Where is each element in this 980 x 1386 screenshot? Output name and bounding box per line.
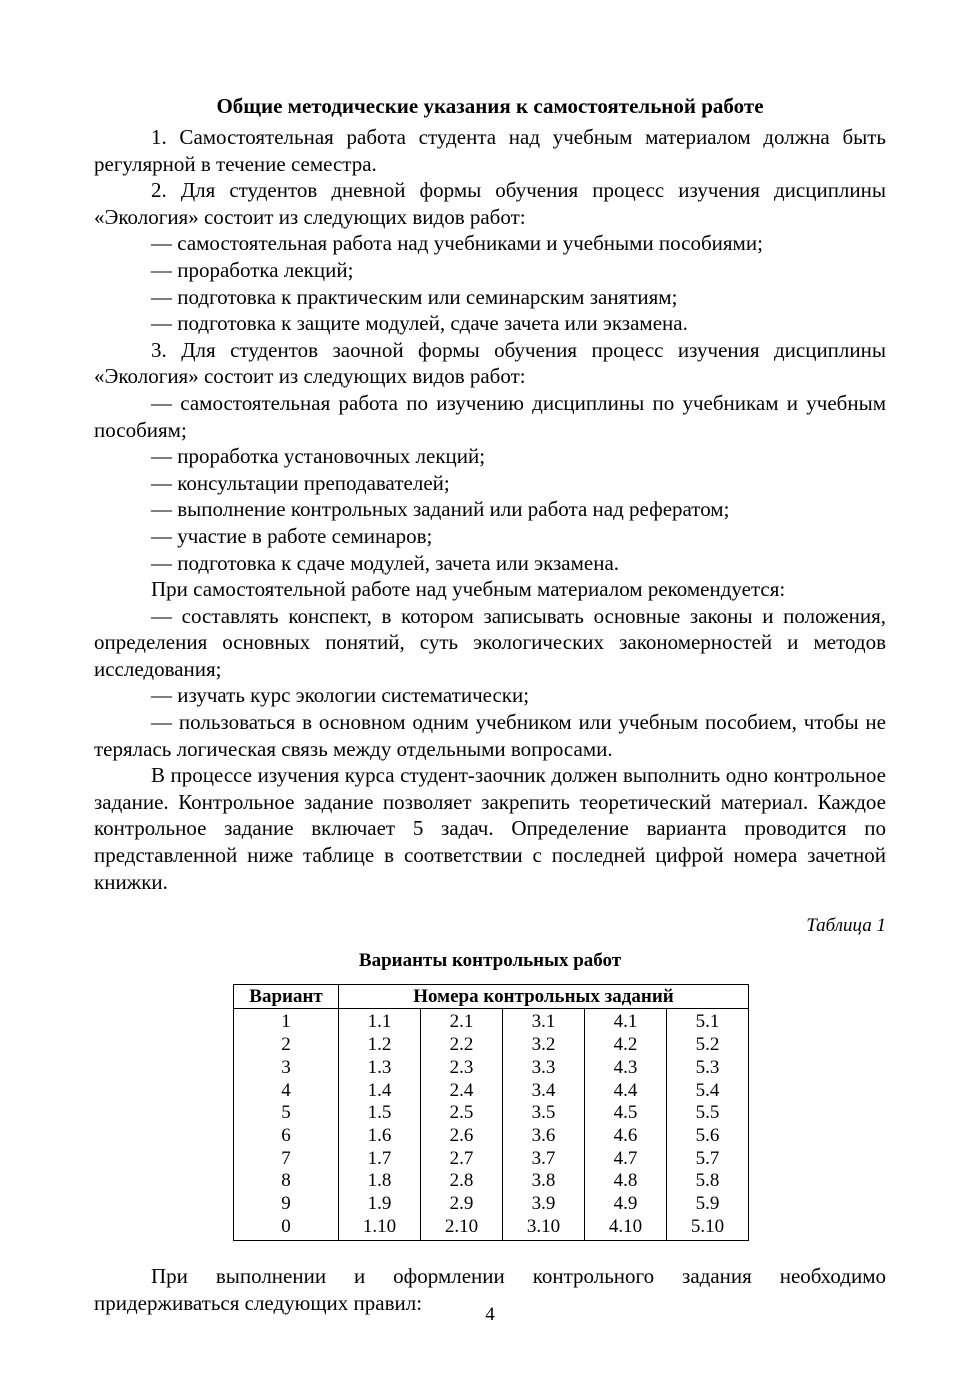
task-number-cell: 1.8 (339, 1170, 421, 1193)
table-row (234, 1057, 749, 1080)
task-number-cell: 5.10 (667, 1216, 749, 1241)
variant-cell: 4 (234, 1080, 339, 1103)
task-number-cell: 3.1 (503, 1009, 585, 1034)
table-label: Таблица 1 (806, 915, 886, 937)
task-number-cell: 5.8 (667, 1170, 749, 1193)
task-number-cell: 3.3 (503, 1057, 585, 1080)
variant-cell: 2 (234, 1034, 339, 1057)
task-number-cell: 5.7 (667, 1148, 749, 1171)
task-number-cell: 4.3 (585, 1057, 667, 1080)
task-number-cell: 1.9 (339, 1193, 421, 1216)
table-row (234, 1034, 749, 1057)
table-row (234, 1102, 749, 1125)
task-number-cell: 5.5 (667, 1102, 749, 1125)
task-number-cell: 3.10 (503, 1216, 585, 1241)
task-number-cell: 1.3 (339, 1057, 421, 1080)
task-number-cell: 4.8 (585, 1170, 667, 1193)
task-number-cell: 1.2 (339, 1034, 421, 1057)
task-number-cell: 3.9 (503, 1193, 585, 1216)
task-number-cell: 3.7 (503, 1148, 585, 1171)
table-row (234, 1193, 749, 1216)
variant-cell: 9 (234, 1193, 339, 1216)
list-item: — самостоятельная работа по изучению дисциплины по учебникам и учебным пособиям; (94, 390, 886, 442)
list-item: — проработка установочных лекций; (151, 444, 486, 469)
task-number-cell: 3.2 (503, 1034, 585, 1057)
task-number-cell: 1.10 (339, 1216, 421, 1241)
page-title: Общие методические указания к самостоятельной работе (216, 94, 764, 118)
task-number-cell: 4.7 (585, 1148, 667, 1171)
list-item: — выполнение контрольных заданий или работа над рефератом; (151, 497, 730, 522)
task-number-cell: 3.6 (503, 1125, 585, 1148)
list-item: — самостоятельная работа над учебниками и учебными пособиями; (151, 231, 763, 256)
paragraph-4: При самостоятельной работе над учебным материалом рекомендуется: (151, 577, 786, 602)
table-row (234, 1170, 749, 1193)
table-row (234, 1148, 749, 1171)
variants-table (233, 984, 749, 1241)
task-number-cell: 1.7 (339, 1148, 421, 1171)
recommendation-list (94, 603, 886, 763)
variant-cell: 5 (234, 1102, 339, 1125)
task-number-cell: 4.9 (585, 1193, 667, 1216)
variant-cell: 6 (234, 1125, 339, 1148)
paragraph-1: 1. Самостоятельная работа студента над учебным материалом должна быть регулярной в течение семестра. (94, 125, 886, 176)
table-row (234, 1216, 749, 1241)
table-row (234, 1009, 749, 1034)
list-item: — подготовка к практическим или семинарским занятиям; (151, 284, 678, 309)
variant-cell: 1 (234, 1009, 339, 1034)
variant-cell: 7 (234, 1148, 339, 1171)
table-row (234, 1125, 749, 1148)
task-number-cell: 4.10 (585, 1216, 667, 1241)
list-item: — проработка лекций; (151, 257, 354, 282)
task-number-cell: 2.1 (421, 1009, 503, 1034)
task-number-cell: 3.4 (503, 1080, 585, 1103)
task-number-cell: 2.5 (421, 1102, 503, 1125)
task-number-cell: 3.5 (503, 1102, 585, 1125)
task-number-cell: 2.4 (421, 1080, 503, 1103)
table-header-row (234, 985, 749, 1009)
task-number-cell: 4.1 (585, 1009, 667, 1034)
table-row (234, 1080, 749, 1103)
header-task-numbers: Номера контрольных заданий (339, 985, 749, 1009)
task-number-cell: 5.6 (667, 1125, 749, 1148)
task-number-cell: 4.5 (585, 1102, 667, 1125)
page-number: 4 (485, 1304, 495, 1325)
variant-cell: 8 (234, 1170, 339, 1193)
paragraph-6: При выполнении и оформлении контрольного задания необходимо придерживаться следующих правил: (94, 1264, 886, 1316)
variant-cell: 0 (234, 1216, 339, 1241)
task-number-cell: 1.6 (339, 1125, 421, 1148)
paragraph-3: 3. Для студентов заочной формы обучения процесс изучения дисциплины «Экология» состоит из следующих видов работ: (94, 337, 886, 389)
task-number-cell: 2.8 (421, 1170, 503, 1193)
extramural-study-list (94, 390, 886, 576)
list-item: — консультации преподавателей; (151, 470, 450, 495)
task-number-cell: 2.2 (421, 1034, 503, 1057)
paragraph-5: В процессе изучения курса студент-заочник должен выполнить одно контрольное задание. Контрольное задание позволяет закрепить теоретический материал. Каждое контрольное задание включает 5 задач. Определение варианта проводится по представленной ниже таблице в соответствии с последней цифрой номера зачетной книжки. (94, 763, 886, 894)
task-number-cell: 1.4 (339, 1080, 421, 1103)
task-number-cell: 1.1 (339, 1009, 421, 1034)
task-number-cell: 2.10 (421, 1216, 503, 1241)
day-study-list (94, 230, 886, 336)
task-number-cell: 2.9 (421, 1193, 503, 1216)
task-number-cell: 2.3 (421, 1057, 503, 1080)
list-item: — подготовка к защите модулей, сдаче зачета или экзамена. (151, 311, 688, 336)
list-item: — пользоваться в основном одним учебником или учебным пособием, чтобы не терялась логическая связь между отдельными вопросами. (94, 710, 886, 761)
document-page (94, 92, 886, 1317)
paragraph-2: 2. Для студентов дневной формы обучения процесс изучения дисциплины «Экология» состоит из следующих видов работ: (94, 178, 886, 229)
task-number-cell: 2.7 (421, 1148, 503, 1171)
list-item: — изучать курс экологии систематически; (151, 683, 530, 708)
task-number-cell: 5.3 (667, 1057, 749, 1080)
task-number-cell: 5.9 (667, 1193, 749, 1216)
task-number-cell: 4.4 (585, 1080, 667, 1103)
list-item: — подготовка к сдаче модулей, зачета или экзамена. (151, 550, 620, 575)
task-number-cell: 5.4 (667, 1080, 749, 1103)
table-title: Варианты контрольных работ (358, 949, 622, 971)
table-body (234, 1009, 749, 1241)
task-number-cell: 4.2 (585, 1034, 667, 1057)
variant-cell: 3 (234, 1057, 339, 1080)
list-item: — составлять конспект, в котором записывать основные законы и положения, определения основных понятий, суть экологических закономерностей и методов исследования; (94, 603, 886, 681)
task-number-cell: 1.5 (339, 1102, 421, 1125)
task-number-cell: 2.6 (421, 1125, 503, 1148)
task-number-cell: 4.6 (585, 1125, 667, 1148)
task-number-cell: 5.1 (667, 1009, 749, 1034)
task-number-cell: 5.2 (667, 1034, 749, 1057)
list-item: — участие в работе семинаров; (151, 523, 433, 548)
task-number-cell: 3.8 (503, 1170, 585, 1193)
header-variant: Вариант (234, 985, 339, 1009)
